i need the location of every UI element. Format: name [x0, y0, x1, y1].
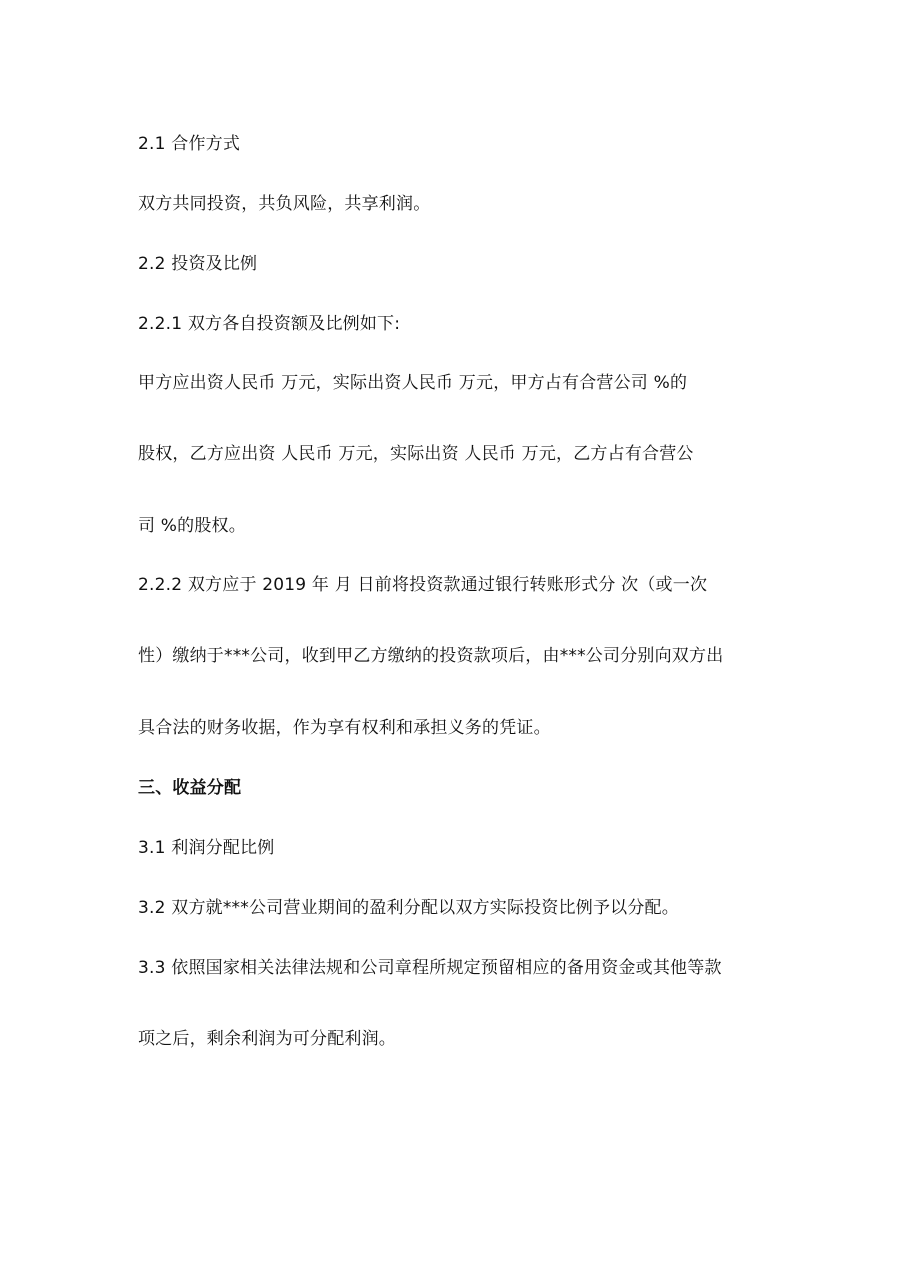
paragraph-line: 具合法的财务收据，作为享有权利和承担义务的凭证。 [138, 718, 551, 738]
paragraph-line: 股权，乙方应出资 人民币 万元，实际出资 人民币 万元，乙方占有合营公 [138, 444, 694, 464]
section-heading-2-1: 2.1 合作方式 [138, 134, 241, 154]
section-heading-2-2: 2.2 投资及比例 [138, 254, 258, 274]
paragraph-line: 司 %的股权。 [138, 516, 246, 536]
section-heading-3-1: 3.1 利润分配比例 [138, 838, 275, 858]
paragraph-line: 双方共同投资，共负风险，共享利润。 [138, 194, 431, 214]
subsection-heading-2-2-1: 2.2.1 双方各自投资额及比例如下: [138, 314, 401, 334]
chapter-heading-3: 三、收益分配 [138, 778, 242, 798]
paragraph-line: 性）缴纳于***公司，收到甲乙方缴纳的投资款项后，由***公司分别向双方出 [138, 646, 724, 666]
paragraph-line: 甲方应出资人民币 万元，实际出资人民币 万元，甲方占有合营公司 %的 [138, 373, 688, 393]
paragraph-line: 2.2.2 双方应于 2019 年 月 日前将投资款通过银行转账形式分 次（或一次 [138, 575, 708, 595]
paragraph-line: 3.2 双方就***公司营业期间的盈利分配以双方实际投资比例予以分配。 [138, 898, 679, 918]
paragraph-line: 项之后，剩余利润为可分配利润。 [138, 1029, 396, 1049]
paragraph-line: 3.3 依照国家相关法律法规和公司章程所规定预留相应的备用资金或其他等款 [138, 958, 722, 978]
